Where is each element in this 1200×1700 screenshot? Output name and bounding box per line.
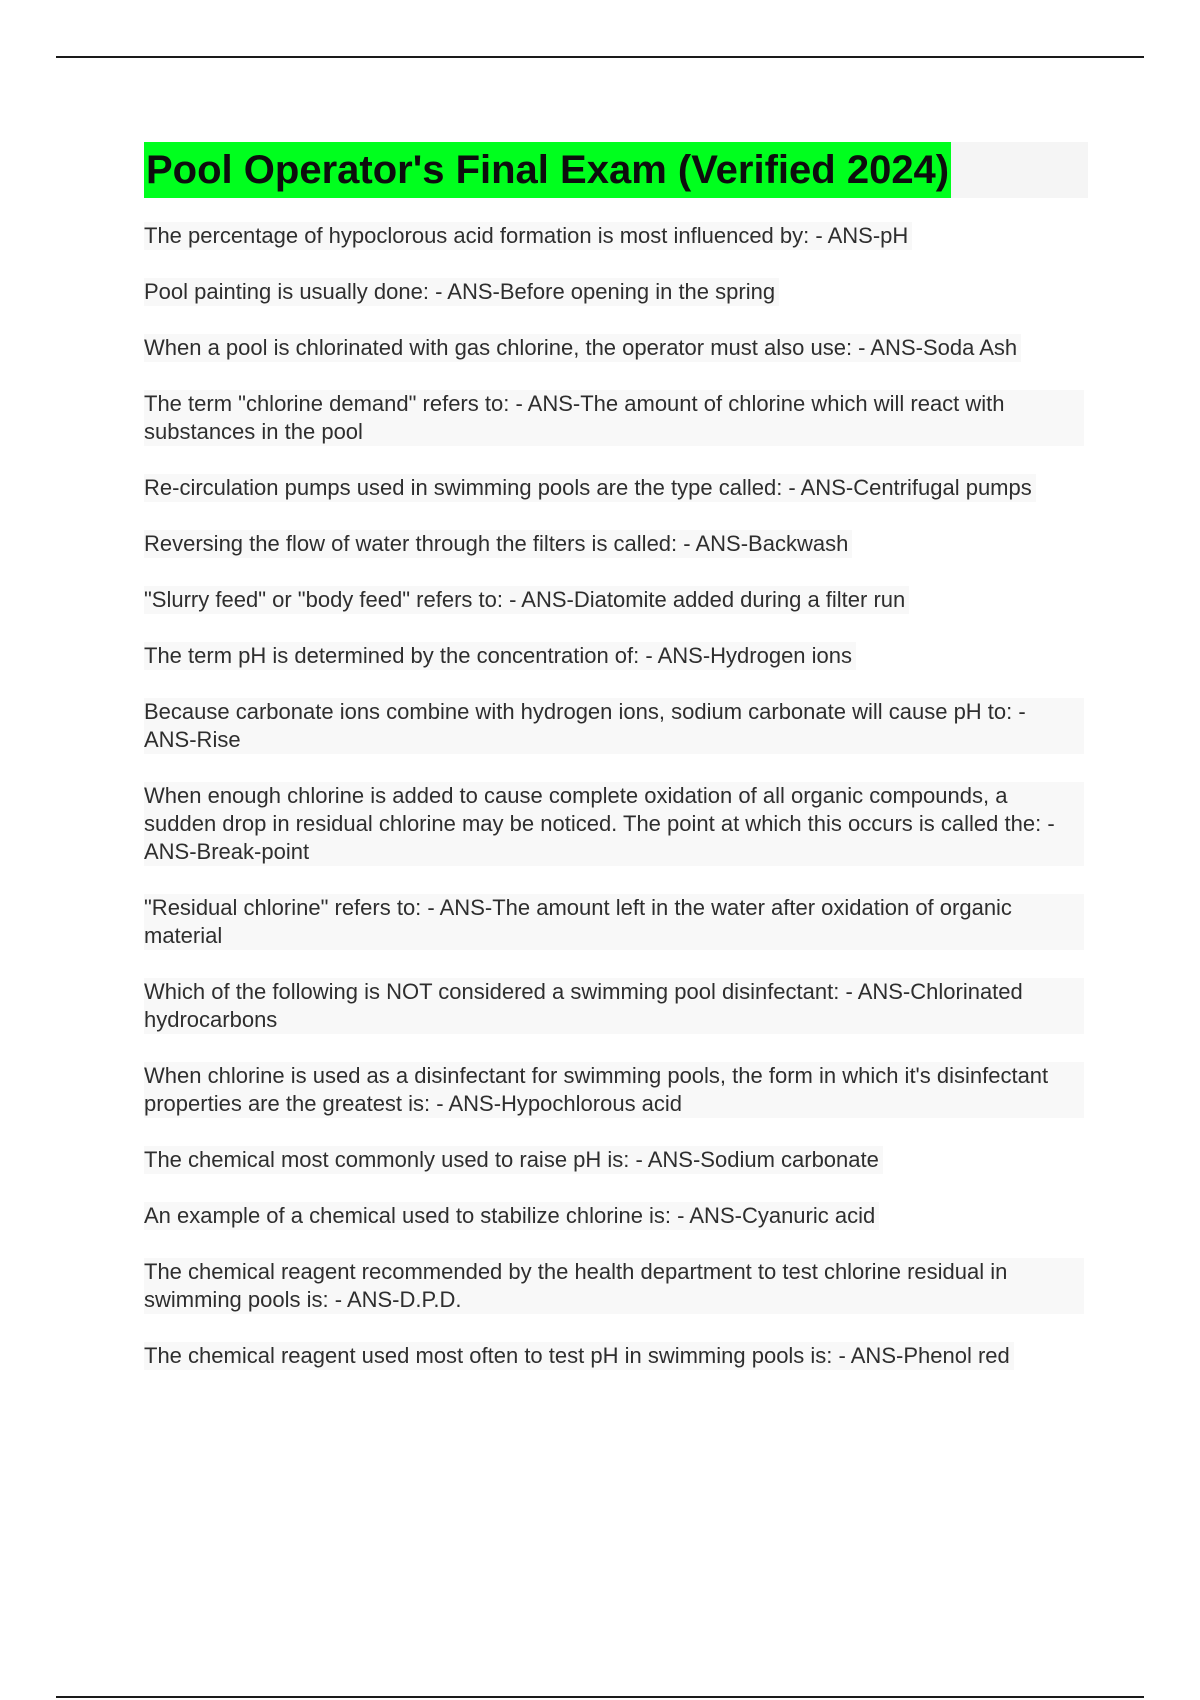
qa-item: The term "chlorine demand" refers to: - ANS-The amount of chlorine which will react with substances in the pool: [144, 390, 1084, 446]
header-rule: [56, 56, 1144, 58]
document-body: [144, 142, 1084, 1398]
qa-item: Because carbonate ions combine with hydrogen ions, sodium carbonate will cause pH to: - ANS-Rise: [144, 698, 1084, 754]
qa-item: The percentage of hypoclorous acid formation is most influenced by: - ANS-pH: [144, 222, 912, 250]
qa-item: The chemical reagent recommended by the health department to test chlorine residual in swimming pools is: - ANS-D.P.D.: [144, 1258, 1084, 1314]
qa-item: When enough chlorine is added to cause complete oxidation of all organic compounds, a sudden drop in residual chlorine may be noticed. The point at which this occurs is called the: - ANS-Break-point: [144, 782, 1084, 866]
qa-item: An example of a chemical used to stabilize chlorine is: - ANS-Cyanuric acid: [144, 1202, 879, 1230]
page-title: Pool Operator's Final Exam (Verified 2024): [144, 142, 951, 198]
qa-list: [144, 222, 1084, 1370]
qa-item: When chlorine is used as a disinfectant for swimming pools, the form in which it's disinfectant properties are the greatest is: - ANS-Hypochlorous acid: [144, 1062, 1084, 1118]
qa-item: Re-circulation pumps used in swimming pools are the type called: - ANS-Centrifugal pumps: [144, 474, 1036, 502]
qa-item: "Slurry feed" or "body feed" refers to: - ANS-Diatomite added during a filter run: [144, 586, 909, 614]
qa-item: The chemical reagent used most often to test pH in swimming pools is: - ANS-Phenol red: [144, 1342, 1014, 1370]
qa-item: When a pool is chlorinated with gas chlorine, the operator must also use: - ANS-Soda Ash: [144, 334, 1021, 362]
qa-item: "Residual chlorine" refers to: - ANS-The amount left in the water after oxidation of organic material: [144, 894, 1084, 950]
qa-item: Pool painting is usually done: - ANS-Before opening in the spring: [144, 278, 779, 306]
qa-item: Reversing the flow of water through the filters is called: - ANS-Backwash: [144, 530, 852, 558]
qa-item: Which of the following is NOT considered a swimming pool disinfectant: - ANS-Chlorinated hydrocarbons: [144, 978, 1084, 1034]
footer-rule: [56, 1696, 1144, 1698]
title-row: [144, 142, 1088, 198]
qa-item: The chemical most commonly used to raise pH is: - ANS-Sodium carbonate: [144, 1146, 883, 1174]
qa-item: The term pH is determined by the concentration of: - ANS-Hydrogen ions: [144, 642, 856, 670]
